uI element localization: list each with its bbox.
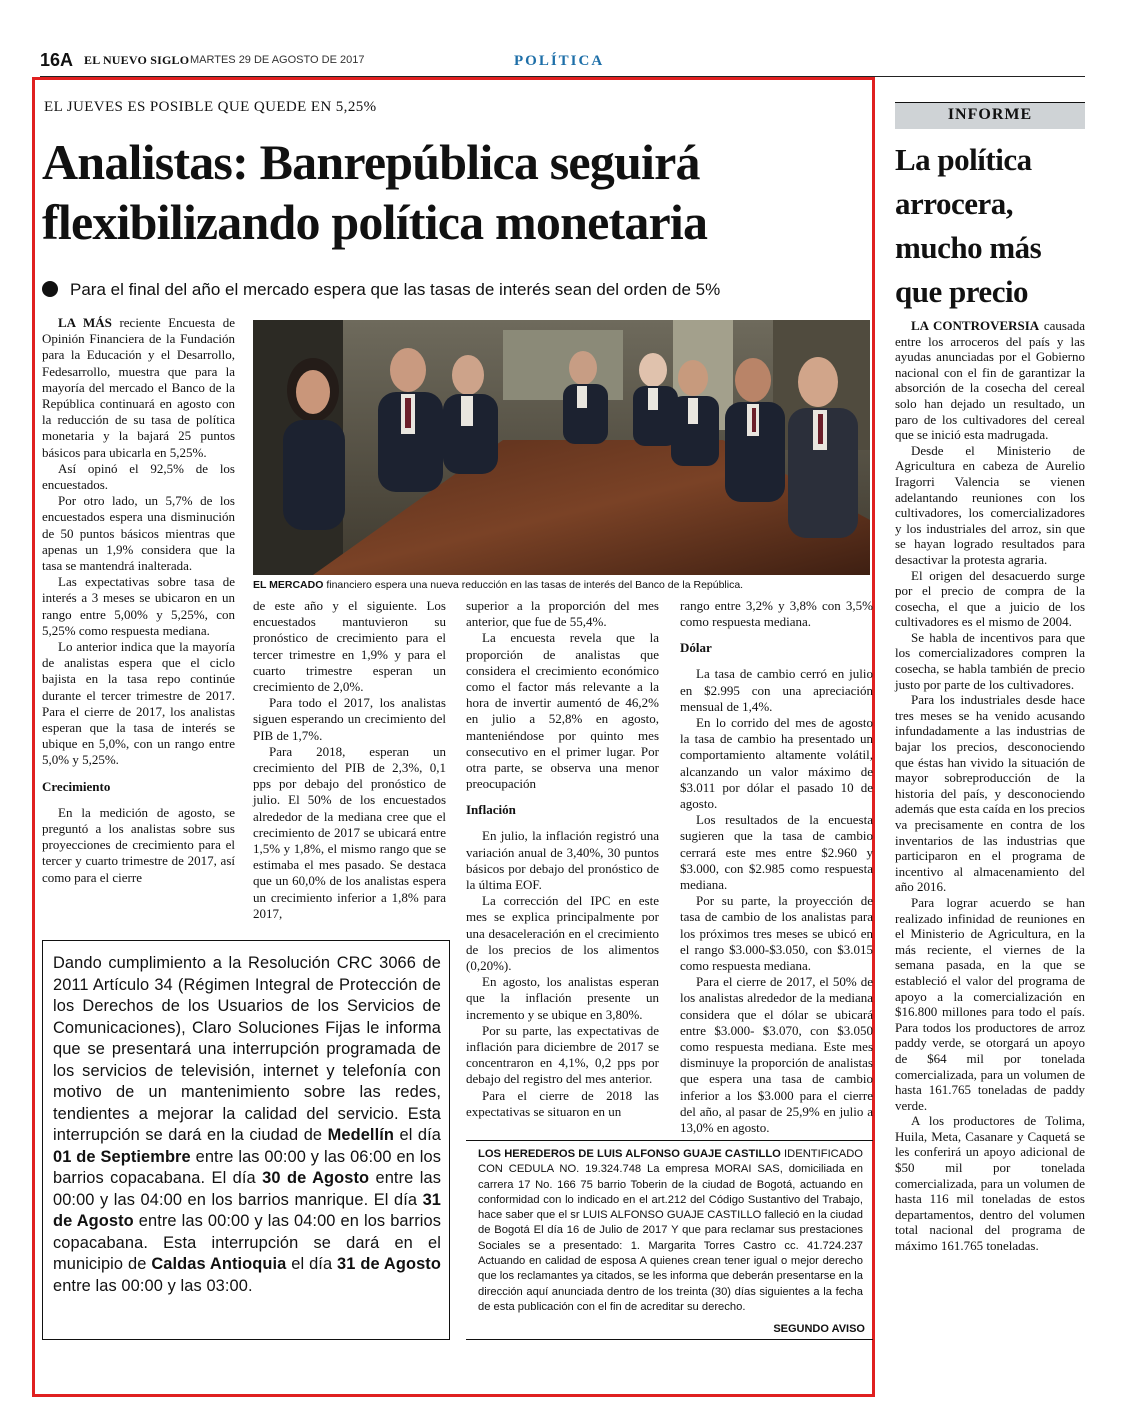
notice-date: 01 de Septiembre	[53, 1147, 191, 1166]
paragraph: La encuesta revela que la proporción de analistas que considera el crecimiento económico como el factor más relevante a la hora de invertir aumentó de 46,2% en julio a 52,8% en agosto, manteniéndose por quinto mes consecutivo en el primer lugar. Por otra parte, se observa una menor preocupación	[466, 630, 659, 792]
notice-date: 31 de Agosto	[337, 1255, 441, 1273]
page-number: 16A	[40, 50, 74, 70]
paragraph: Para todo el 2017, los analistas siguen esperando un crecimiento del PIB de 1,7%.	[253, 695, 446, 743]
paragraph: La corrección del IPC en este mes se explica principalmente por una desaceleración en el crecimiento de los precios de los alimentos (0,20%).	[466, 893, 659, 974]
article-photo	[253, 320, 870, 575]
paragraph: El origen del desacuerdo surge por el precio de compra de la cosecha, el que a juicio de los cultivadores es el mismo de 2004.	[895, 567, 1085, 630]
caption-text: financiero espera una nueva reducción en las tasas de interés del Banco de la República.	[326, 579, 744, 591]
paragraph: Desde el Ministerio de Agricultura en cabeza de Aurelio Iragorri Valencia se vienen adelantando reuniones con los cultivadores, los comercializadores y los industriales del arroz, sin que se hayan logrado resultados para desactivar la protesta agraria.	[895, 442, 1085, 567]
notice-text-part: entre las 00:00 y las 04:00 en los barrios manrique. El día	[53, 1169, 441, 1209]
paragraph: En agosto, los analistas esperan que la inflación presente un incremento y se ubique en 3,80%.	[466, 974, 659, 1022]
notice-text-part: entre las 00:00 y las 03:00.	[53, 1276, 253, 1295]
article-column-1	[42, 315, 235, 886]
masthead	[40, 50, 1085, 77]
paragraph: A los productores de Tolima, Huila, Meta, Casanare y Caquetá se les conferirá un apoyo adicional de $50 mil por tonelada comercializada, para un volumen de hasta 116 mil toneladas de estos departamentos, dentro del volumen total nacional del programa de máximo 161.765 toneladas.	[895, 1113, 1085, 1254]
paragraph: superior a la proporción del mes anterior, que fue de 55,4%.	[466, 598, 659, 630]
paragraph: Así opinó el 92,5% de los encuestados.	[42, 460, 235, 493]
article-headline: Analistas: Banrepública seguirá flexibilizando política monetaria	[42, 134, 708, 250]
notice-text	[53, 953, 441, 1297]
paragraph-text: causada entre los arroceros del país y las ayudas anunciadas por el Gobierno nacional con el fin de garantizar la absorción de la cosecha del cereal solo han dejado un resultado, un paro de los cultivadores del cereal que se inició esta madrugada.	[895, 318, 1086, 443]
legal-notice	[466, 1140, 873, 1340]
lead-paragraph	[42, 315, 235, 461]
subheading-crecimiento: Crecimiento	[42, 778, 111, 794]
legal-notice-text	[478, 1147, 863, 1315]
legal-notice-body: IDENTIFICADO CON CEDULA NO. 19.324.748 La empresa MORAI SAS, domiciliada en carrera 17 No. 166 75 barrio Toberin de la ciudad de Bogotá, actuando en conformidad con lo indicado en el art.212 del Código Sustantivo del Trabajo, hace saber que el sr LUIS ALFONSO GUAJE CASTILLO falleció en la ciudad de Bogotá El día 16 de Julio de 2017 Y que para reclamar sus prestaciones Sociales se a presentado: 1. Margarita Torres Castro cc. 41.724.237 Actuando en calidad de esposa A quienes crean tener igual o mejor derecho que los reclamantes ya citados, se les informa que deberán presentarse en la dirección aquí anunciada dentro de los treinta (30) días siguientes a la fecha de esta publicación con el fin de acreditar su derecho.	[478, 1148, 863, 1313]
newspaper-name: EL NUEVO SIGLO	[84, 53, 190, 67]
sidebar-body	[895, 318, 1085, 1254]
notice-municipality: Caldas Antioquia	[151, 1255, 287, 1273]
article-column-2	[253, 598, 446, 922]
subheading-dolar: Dólar	[680, 640, 712, 656]
bullet-icon	[42, 281, 58, 297]
paragraph: En julio, la inflación registró una variación anual de 3,40%, 30 puntos básicos por debajo del pronóstico de la última EOF.	[466, 828, 659, 893]
paragraph: Por otro lado, un 5,7% de los encuestados espera una disminución de 50 puntos básicos mientras que apenas un 1,9% considera que la tasa se mantendrá inalterada.	[42, 493, 235, 574]
paragraph: rango entre 3,2% y 3,8% con 3,5% como respuesta mediana.	[680, 598, 873, 630]
legal-notice-heading: LOS HEREDEROS DE LUIS ALFONSO GUAJE CASTILLO	[478, 1148, 781, 1160]
notice-text-part: el día	[394, 1126, 441, 1144]
legal-notice-signature: SEGUNDO AVISO	[773, 1323, 865, 1335]
notice-text-part: Dando cumplimiento a la Resolución CRC 3066 de 2011 Artículo 34 (Régimen Integral de Protección de los Derechos de los Usuarios de los Servicios de Comunicaciones), Claro Soluciones Fijas le informa que se presentará una interrupción programada de los servicios de televisión, internet y telefonía con motivo de un mantenimiento sobre las redes, tendientes a mejorar la calidad del servicio. Esta interrupción se dará en la ciudad de	[53, 954, 441, 1144]
article-subhead	[42, 280, 862, 300]
notice-date: 31 de Agosto	[53, 1190, 441, 1230]
photo-caption	[253, 579, 873, 591]
lead-word: LA MÁS	[58, 315, 112, 330]
meeting-photo-illustration	[253, 320, 870, 575]
paragraph: Se habla de incentivos para que los comercializadores compren la cosecha, se habla también de precio justo por parte de los cultivadores.	[895, 629, 1085, 692]
notice-city: Medellín	[327, 1126, 394, 1144]
paragraph: Lo anterior indica que la mayoría de analistas espera que el ciclo bajista en la tasa repo continúe durante el tercer trimestre de 2017. Para el cierre de 2017, los analistas esperan que la tasa de interés se ubique en 5,0%, con un rango entre 5,0% y 5,25%.	[42, 639, 235, 768]
paragraph-text: reciente Encuesta de Opinión Financiera de la Fundación para la Educación y el Desarrollo, Fedesarrollo, muestra que para la mayoría del mercado el Banco de la República continuará en agosto con la reducción de su tasa de política monetaria y la bajará 25 puntos básicos para ubicarla en 5,25%.	[42, 315, 235, 460]
paragraph: En lo corrido del mes de agosto la tasa de cambio ha presentado un comportamiento altamente volátil, alcanzando un valor máximo de $3.011 por dólar el pasado 10 de agosto.	[680, 715, 873, 812]
paragraph: La tasa de cambio cerró en julio en $2.995 con una apreciación mensual de 1,4%.	[680, 666, 873, 714]
notice-text-part: entre las 00:00 y las 06:00 en los barrios copacabana. El día	[53, 1147, 441, 1187]
paragraph: de este año y el siguiente. Los encuestados mantuvieron su pronóstico de crecimiento para el tercer trimestre en 1,9% y para el cuarto trimestre esperan un crecimiento de 2,0%.	[253, 598, 446, 695]
caption-lead: EL MERCADO	[253, 579, 324, 591]
paragraph: Por su parte, la proyección de tasa de cambio de los analistas para los próximos tres meses se ubicó en el rango $3.000-$3.050, con $3.015 como respuesta mediana.	[680, 893, 873, 974]
sidebar-label-box	[895, 102, 1085, 129]
sidebar-label: INFORME	[947, 106, 1033, 123]
paragraph	[895, 318, 1085, 443]
sidebar-title: La política arrocera, mucho más que precio	[895, 142, 1042, 309]
notice-text-part: el día	[286, 1255, 338, 1273]
paragraph: Las expectativas sobre tasa de interés a 3 meses se ubicaron en un rango entre 5,00% y 5,25%, con 5,25% como respuesta mediana.	[42, 574, 235, 638]
paragraph: Para 2018, esperan un crecimiento del PIB de 2,3%, 0,1 pps por debajo del pronóstico de julio. El 50% de los encuestados alrededor de la mediana cree que el crecimiento de 2017 se ubicará entre 1,5% y 1,8%, el mismo rango que se estimaba el mes pasado. Se destaca que un 60,0% de los analistas espera un crecimiento inferior a 1,8% para 2017,	[253, 743, 446, 921]
paragraph: Para los industriales desde hace tres meses se ha venido acusando infundadamente a las industrias de bajar los precios, desconociendo que éstas han vivido la situación de mayor sobreproducción de la historia del país, y desconociendo además que esta caída en los precios va precisamente en contra de los inventarios de las industrias que participaron en el programa de incentivo al almacenamiento del año 2016.	[895, 692, 1085, 895]
section-name: POLÍTICA	[514, 53, 605, 69]
service-interruption-notice	[42, 940, 450, 1340]
article-column-4	[680, 598, 873, 1136]
subhead-text: Para el final del año el mercado espera que las tasas de interés sean del orden de 5%	[70, 280, 721, 299]
subheading-inflacion: Inflación	[466, 802, 516, 818]
paragraph: Los resultados de la encuesta sugieren que la tasa de cambio cerrará este mes entre $2.960 y $3.000, con $2.985 como respuesta mediana.	[680, 812, 873, 893]
paragraph: Por su parte, las expectativas de inflación para diciembre de 2017 se concentraron en 4,1%, 0,2 pps por debajo del registro del mes anterior.	[466, 1022, 659, 1087]
paragraph: En la medición de agosto, se preguntó a los analistas sobre sus proyecciones de crecimiento para el tercer y cuarto trimestre de 2017, así como para el cierre	[42, 804, 235, 885]
paragraph: Para el cierre de 2018 las expectativas se situaron en un	[466, 1087, 659, 1119]
publication-date: MARTES 29 DE AGOSTO DE 2017	[190, 54, 365, 66]
paragraph: Para lograr acuerdo se han realizado infinidad de reuniones en el Ministerio de Agricultura, en la más reciente, el viernes de la semana pasada, en la que se estableció el valor del programa de apoyo a la comercialización en $16.800 millones para todo el país. Para todos los productores de arroz paddy verde, se otorgará un apoyo de $64 mil por tonelada comercializada, para un volumen de hasta 161.765 toneladas de paddy verde.	[895, 894, 1085, 1113]
notice-date: 30 de Agosto	[262, 1169, 370, 1187]
notice-text-part: entre las 00:00 y las 04:00 en los barrios copacabana. Esta interrupción se dará en el municipio de	[53, 1212, 442, 1273]
article-kicker: EL JUEVES ES POSIBLE QUE QUEDE EN 5,25%	[44, 99, 377, 115]
paragraph: Para el cierre de 2017, el 50% de los analistas alrededor de la mediana considera que el dólar se ubicará entre $3.000- $3.070, con $3.050 como respuesta mediana. Este mes disminuye la proporción de analistas que espera una tasa de cambio inferior a los $3.000 para el cierre del año, al pasar de 25,9% en julio a 13,0% en agosto.	[680, 974, 873, 1136]
article-column-3	[466, 598, 659, 1120]
sidebar-lead-word: LA CONTROVERSIA	[911, 318, 1040, 333]
